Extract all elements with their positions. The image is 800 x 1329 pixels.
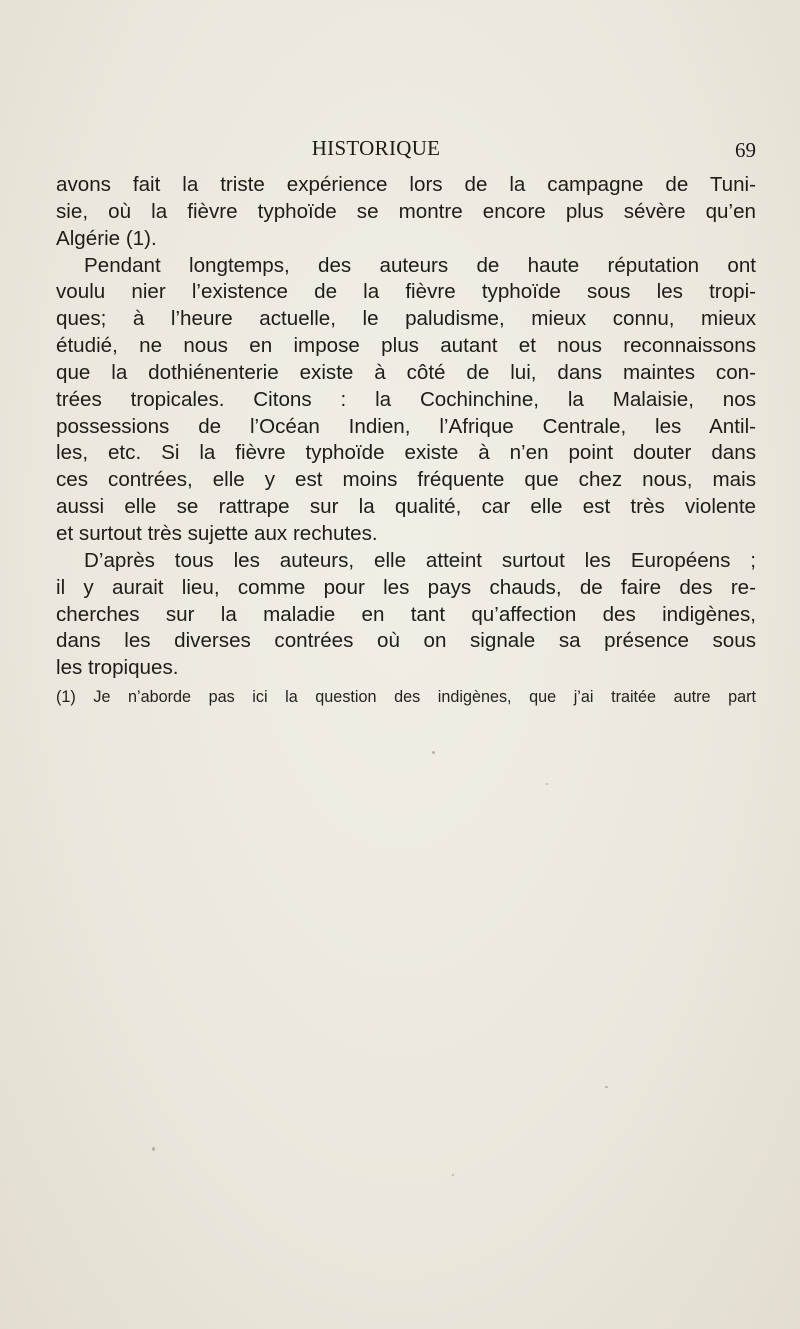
text-line: voulu nier l’existence de la fièvre typhoïde sous les tropi- [56,280,756,304]
running-head [0,136,800,162]
text-line: aussi elle se rattrape sur la qualité, car elle est très violente [56,495,756,519]
text-line: trées tropicales. Citons : la Cochinchine, la Malaisie, nos [56,387,756,411]
text-line: avons fait la triste expérience lors de la campagne de Tuni- [56,173,756,196]
page-number: 69 [735,138,756,162]
text-line: D’après tous les auteurs, elle atteint surtout les Européens ; [84,548,756,572]
footnote: (1) Je n’aborde pas ici la question des indigènes, que j’ai traitée autre part [56,688,756,706]
text-line: ces contrées, elle y est moins fréquente que chez nous, mais [56,468,756,492]
text-line: ques; à l’heure actuelle, le paludisme, mieux connu, mieux [56,307,756,331]
text-line: les tropiques. [56,656,179,680]
text-line: étudié, ne nous en impose plus autant et nous reconnaissons [56,334,756,358]
text-line: dans les diverses contrées où on signale sa présence sous [56,629,756,653]
text-line: possessions de l’Océan Indien, l’Afrique Centrale, les Antil- [56,414,756,438]
body-text [56,172,756,682]
text-line: cherches sur la maladie en tant qu’affection des indigènes, [56,602,756,626]
paper-speck [432,751,435,754]
text-line: que la dothiénenterie existe à côté de lui, dans maintes con- [56,360,756,384]
text-line: Pendant longtemps, des auteurs de haute réputation ont [84,253,756,277]
text-line: Algérie (1). [56,226,157,250]
text-line: il y aurait lieu, comme pour les pays chauds, de faire des re- [56,575,756,599]
text-line: les, etc. Si la fièvre typhoïde existe à n’en point douter dans [56,441,756,465]
paper-speck [605,1086,608,1088]
text-line: sie, où la fièvre typhoïde se montre encore plus sévère qu’en [56,199,756,223]
paper-speck [546,783,548,785]
paper-speck [452,1174,454,1176]
running-title: HISTORIQUE [311,136,441,160]
paper-speck [152,1147,155,1151]
text-line: et surtout très sujette aux rechutes. [56,521,378,545]
